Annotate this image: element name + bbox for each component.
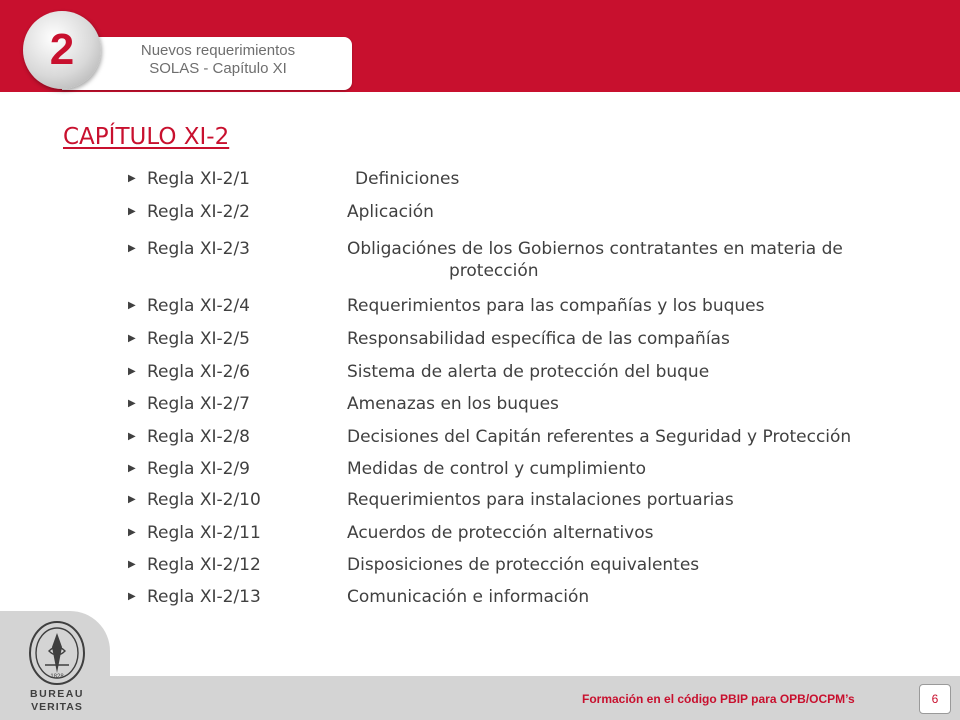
triangle-bullet-icon: ▶ [128,333,136,344]
triangle-bullet-icon: ▶ [128,366,136,377]
triangle-bullet-icon: ▶ [128,463,136,474]
rule-title-line2: protección [449,261,539,281]
rule-title: Requerimientos para instalaciones portuarias [347,490,734,510]
section-title-line2: SOLAS - Capítulo XI [149,60,287,77]
rule-code: Regla XI-2/3 [147,239,250,259]
rule-code: Regla XI-2/13 [147,587,261,607]
rule-code: Regla XI-2/8 [147,427,250,447]
rule-title: Responsabilidad específica de las compañías [347,329,730,349]
rule-title: Medidas de control y cumplimiento [347,459,647,479]
page-number: 6 [919,684,951,714]
rule-code: Regla XI-2/9 [147,459,250,479]
triangle-bullet-icon: ▶ [128,591,136,602]
rule-code: Regla XI-2/5 [147,329,250,349]
bureau-veritas-logo [27,621,87,713]
logo-line2: VERITAS [31,701,83,713]
page-title: CAPÍTULO XI-2 [63,124,230,150]
section-number: 2 [49,25,75,74]
triangle-bullet-icon: ▶ [128,398,136,409]
rule-title: Acuerdos de protección alternativos [347,523,654,543]
triangle-bullet-icon: ▶ [128,243,136,254]
logo-line1: BUREAU [30,688,84,700]
section-number-badge [23,11,101,89]
section-title-line1: Nuevos requerimientos [140,42,296,59]
rule-title-line1: Obligaciónes de los Gobiernos contratantes en materia de [347,239,843,259]
triangle-bullet-icon: ▶ [128,431,136,442]
rule-title: Disposiciones de protección equivalentes [347,555,700,575]
triangle-bullet-icon: ▶ [128,173,136,184]
triangle-bullet-icon: ▶ [128,206,136,217]
rule-title: Decisiones del Capitán referentes a Seguridad y Protección [347,427,852,447]
section-tab [62,37,352,90]
triangle-bullet-icon: ▶ [128,559,136,570]
rule-code: Regla XI-2/2 [147,202,250,222]
rule-code: Regla XI-2/11 [147,523,261,543]
rule-title: Comunicación e información [347,587,590,607]
rule-title: Requerimientos para las compañías y los buques [347,296,765,316]
rule-code: Regla XI-2/1 [147,169,250,189]
logo-year: 1828 [50,674,64,680]
rule-title: Definiciones [355,169,460,189]
rule-title: Aplicación [347,202,434,222]
triangle-bullet-icon: ▶ [128,300,136,311]
rule-code: Regla XI-2/4 [147,296,250,316]
course-title: Formación en el código PBIP para OPB/OCPM’s [582,692,855,706]
triangle-bullet-icon: ▶ [128,494,136,505]
rule-code: Regla XI-2/6 [147,362,250,382]
rule-code: Regla XI-2/10 [147,490,261,510]
rule-title: Amenazas en los buques [347,394,559,414]
rule-code: Regla XI-2/7 [147,394,250,414]
rule-title: Sistema de alerta de protección del buque [347,362,710,382]
rule-title [347,238,937,282]
rule-code: Regla XI-2/12 [147,555,261,575]
section-title [118,42,318,78]
triangle-bullet-icon: ▶ [128,527,136,538]
